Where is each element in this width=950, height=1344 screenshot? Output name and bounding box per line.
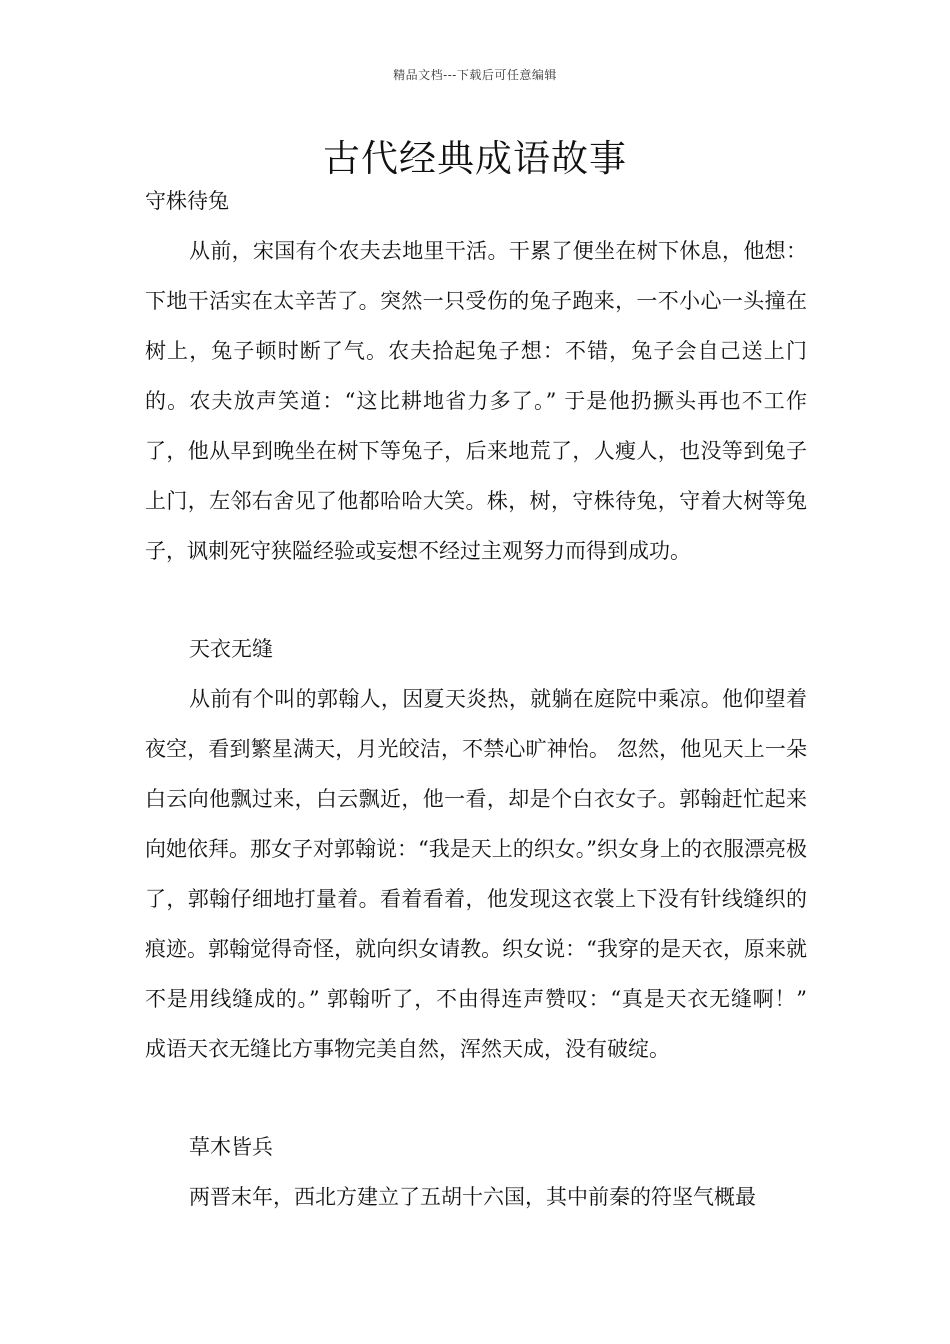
story-heading: 草木皆兵 (189, 1135, 273, 1159)
story-paragraph: 从前有个叫的郭翰人，因夏天炎热，就躺在庭院中乘凉。他仰望着夜空，看到繁星满天，月光皎洁，不禁心旷神怡。 忽然，他见天上一朵白云向他飘过来，白云飘近，他一看，却是个白衣女子。郭翰赶忙起来向她依拜。那女子对郭翰说：“我是天上的织女。”织女身上的衣服漂亮极了，郭翰仔细地打量着。看着看着，他发现这衣裳上下没有针线缝织的痕迹。郭翰觉得奇怪，就向织女请教。织女说：“我穿的是天衣，原来就不是用线缝成的。” 郭翰听了，不由得连声赞叹：“真是天衣无缝啊！” 成语天衣无缝比方事物完美自然，浑然天成，没有破绽。 (145, 687, 807, 1061)
story-heading: 守株待兔 (145, 189, 229, 213)
story-heading: 天衣无缝 (189, 637, 273, 661)
header-note: 精品文档---下载后可任意编辑 (393, 68, 557, 82)
story-paragraph: 两晋末年，西北方建立了五胡十六国，其中前秦的符坚气概最 (189, 1185, 756, 1209)
story-paragraph: 从前，宋国有个农夫去地里干活。干累了便坐在树下休息，他想：下地干活实在太辛苦了。突然一只受伤的兔子跑来，一不小心一头撞在树上，兔子顿时断了气。农夫拾起兔子想：不错，兔子会自己送上门的。农夫放声笑道：“这比耕地省力多了。” 于是他扔撅头再也不工作了，他从早到晚坐在树下等兔子，后来地荒了，人瘦人，也没等到兔子上门，左邻右舍见了他都哈哈大笑。株，树，守株待兔，守着大树等兔子，讽刺死守狭隘经验或妄想不经过主观努力而得到成功。 (145, 239, 807, 563)
story-paragraph-block-1 (145, 226, 807, 576)
story-block-3 (145, 1122, 807, 1172)
story-block-1 (145, 176, 807, 226)
story-paragraph-block-2 (145, 674, 807, 1074)
page-title: 古代经典成语故事 (323, 137, 627, 180)
story-block-2 (145, 624, 807, 674)
story-paragraph-block-3 (145, 1172, 807, 1222)
